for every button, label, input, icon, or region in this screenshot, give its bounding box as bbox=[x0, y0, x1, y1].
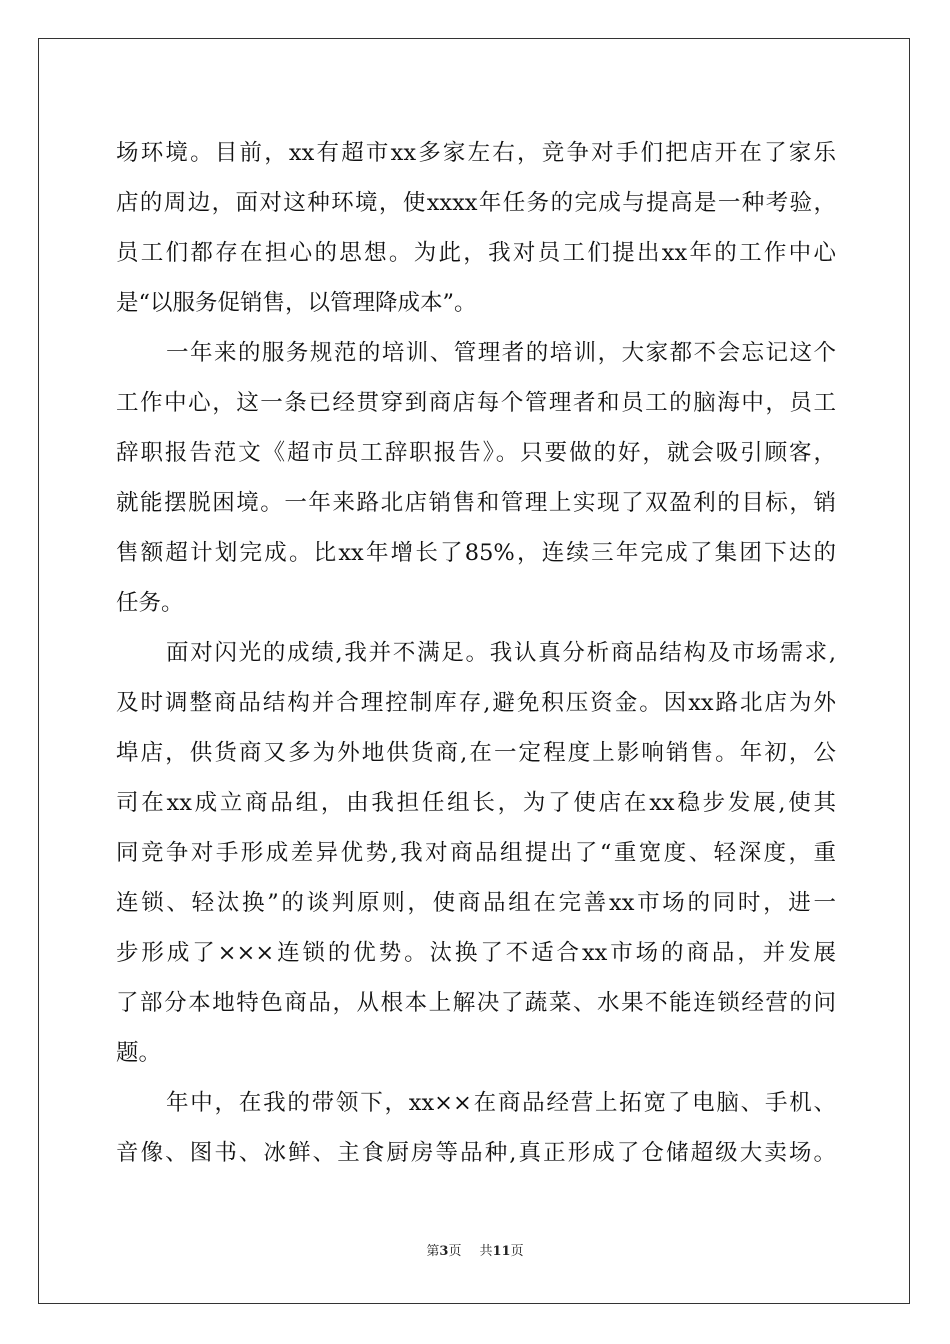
text-line: 了部分本地特色商品，从根本上解决了蔬菜、水果不能连锁经营的问 bbox=[116, 990, 836, 1016]
page-number: 3 bbox=[439, 1244, 449, 1259]
text-line: 埠店，供货商又多为外地供货商,在一定程度上影响销售。年初，公 bbox=[116, 740, 836, 766]
text-line: 辞职报告范文《超市员工辞职报告》。只要做的好，就会吸引顾客， bbox=[116, 440, 836, 466]
text-line: 步形成了×××连锁的优势。汰换了不适合xx市场的商品，并发展 bbox=[116, 940, 836, 966]
text-line: 题。 bbox=[116, 1040, 162, 1066]
text-line: 是“以服务促销售，以管理降成本”。 bbox=[116, 290, 477, 316]
text-line: 员工们都存在担心的思想。为此，我对员工们提出xx年的工作中心 bbox=[116, 240, 836, 266]
paragraph-first-line: 一年来的服务规范的培训、管理者的培训，大家都不会忘记这个 bbox=[166, 340, 836, 366]
text-line: 连锁、轻汰换”的谈判原则，使商品组在完善xx市场的同时，进一 bbox=[116, 890, 836, 916]
text-line: 售额超计划完成。比xx年增长了85%，连续三年完成了集团下达的 bbox=[116, 540, 836, 566]
paragraph-first-line: 面对闪光的成绩,我并不满足。我认真分析商品结构及市场需求, bbox=[166, 640, 836, 666]
text-line: 同竞争对手形成差异优势,我对商品组提出了“重宽度、轻深度，重 bbox=[116, 840, 836, 866]
total-label-suffix: 页 bbox=[510, 1244, 524, 1259]
text-line: 音像、图书、冰鲜、主食厨房等品种,真正形成了仓储超级大卖场。 bbox=[116, 1140, 836, 1166]
page-footer bbox=[0, 1244, 950, 1260]
text-line: 店的周边，面对这种环境，使xxxx年任务的完成与提高是一种考验， bbox=[116, 190, 836, 216]
text-line: 任务。 bbox=[116, 590, 184, 616]
total-pages: 11 bbox=[492, 1244, 511, 1259]
text-line: 及时调整商品结构并合理控制库存,避免积压资金。因xx路北店为外 bbox=[116, 690, 836, 716]
text-line: 工作中心，这一条已经贯穿到商店每个管理者和员工的脑海中，员工 bbox=[116, 390, 836, 416]
text-line: 场环境。目前，xx有超市xx多家左右，竞争对手们把店开在了家乐 bbox=[116, 140, 836, 166]
paragraph-first-line: 年中，在我的带领下，xx××在商品经营上拓宽了电脑、手机、 bbox=[166, 1090, 836, 1116]
text-line: 就能摆脱困境。一年来路北店销售和管理上实现了双盈利的目标，销 bbox=[116, 490, 836, 516]
page-label-suffix: 页 bbox=[448, 1244, 462, 1259]
text-line: 司在xx成立商品组，由我担任组长，为了使店在xx稳步发展,使其 bbox=[116, 790, 836, 816]
total-label-prefix: 共 bbox=[479, 1244, 493, 1259]
page-label-prefix: 第 bbox=[426, 1244, 440, 1259]
